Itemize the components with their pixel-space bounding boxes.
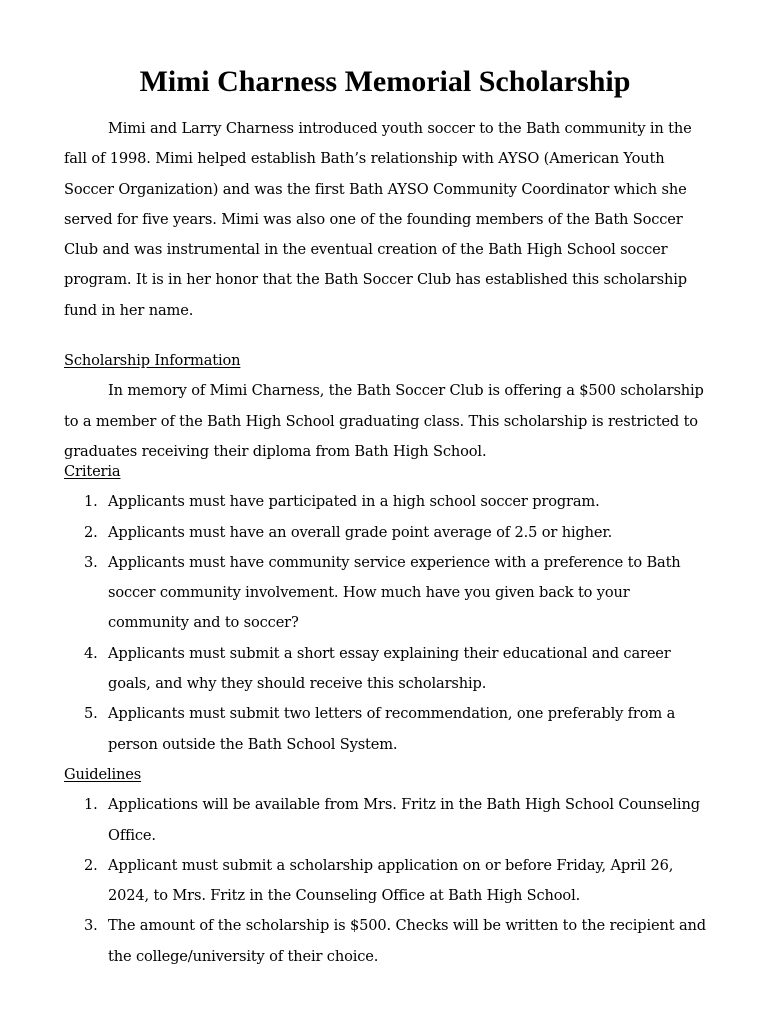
- criteria-item: [64, 518, 714, 548]
- list-number: 1.: [84, 796, 98, 814]
- list-item-text: Applicants must submit a short essay explaining their educational and career goals, and why they should receive this scholarship.: [108, 644, 671, 693]
- guidelines-item: [64, 790, 714, 851]
- guidelines-section: [64, 760, 714, 972]
- guidelines-heading: Guidelines: [64, 766, 142, 783]
- list-item-text: Applicants must have an overall grade point average of 2.5 or higher.: [108, 523, 613, 541]
- list-number: 2.: [84, 856, 98, 874]
- list-item-text: Applicants must have community service experience with a preference to Bath soccer community involvement. How much have you given back to your community and to soccer?: [108, 553, 681, 632]
- scholarship-info-paragraph: In memory of Mimi Charness, the Bath Soccer Club is offering a $500 scholarship to a member of the Bath High School graduating class. This scholarship is restricted to graduates receiving their diploma from Bath High School.: [64, 382, 704, 460]
- list-number: 2.: [84, 523, 98, 541]
- list-item-text: Applicants must submit two letters of recommendation, one preferably from a person outside the Bath School System.: [108, 705, 676, 753]
- list-item-text: The amount of the scholarship is $500. Checks will be written to the recipient and the college/university of their choice.: [108, 917, 706, 965]
- page-title: Mimi Charness Memorial Scholarship: [139, 65, 631, 98]
- list-item-text: Applicant must submit a scholarship application on or before Friday, April 26, 2024, to Mrs. Fritz in the Counseling Office at Bath High School.: [108, 856, 674, 905]
- list-number: 3.: [84, 917, 98, 935]
- guidelines-item: [64, 851, 714, 912]
- criteria-heading: Criteria: [64, 463, 121, 480]
- guidelines-item: [64, 911, 714, 972]
- scholarship-info-heading: Scholarship Information: [64, 352, 241, 369]
- list-item-text: Applicants must have participated in a high school soccer program.: [108, 493, 600, 511]
- criteria-list: [64, 487, 714, 760]
- guidelines-list: [64, 790, 714, 972]
- list-number: 5.: [84, 705, 98, 723]
- criteria-item: [64, 548, 714, 639]
- criteria-item: [64, 487, 714, 517]
- criteria-item: [64, 639, 714, 700]
- intro-paragraph: Mimi and Larry Charness introduced youth soccer to the Bath community in the fall of 1998. Mimi helped establish Bath’s relationship with AYSO (American Youth Soccer Organization) and was the first Bath AYSO Community Coordinator which she served for five years. Mimi was also one of the founding members of the Bath Soccer Club and was instrumental in the eventual creation of the Bath High School soccer program. It is in her honor that the Bath Soccer Club has established this scholarship fund in her name.: [64, 120, 692, 319]
- list-number: 4.: [84, 644, 98, 662]
- criteria-item: [64, 699, 714, 760]
- scholarship-info-section: [64, 346, 714, 467]
- intro-section: [64, 114, 714, 326]
- list-item-text: Applications will be available from Mrs. Fritz in the Bath High School Counseling Office.: [108, 796, 700, 844]
- criteria-section: [64, 457, 714, 760]
- list-number: 3.: [84, 553, 98, 571]
- list-number: 1.: [84, 493, 98, 511]
